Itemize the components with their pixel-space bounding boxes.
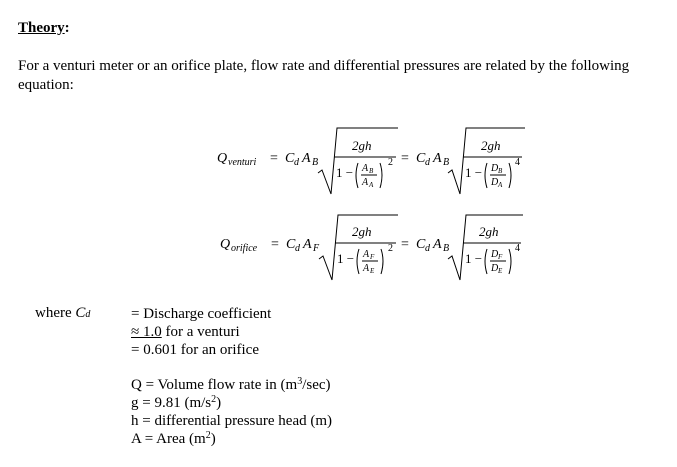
- var-a: [131, 430, 332, 448]
- cd-def-venturi: [131, 323, 271, 341]
- orifice-rparen-2: [509, 249, 511, 274]
- orifice-af: A: [303, 237, 312, 252]
- orifice-exp-2: 4: [515, 243, 520, 254]
- orifice-q: Q: [220, 237, 231, 252]
- variable-definitions: [131, 376, 332, 448]
- venturi-cd-1-sub: d: [294, 157, 299, 168]
- venturi-cd-1: C: [285, 151, 295, 166]
- venturi-equals-2: =: [401, 151, 409, 166]
- orifice-f1-den: A: [363, 263, 370, 274]
- var-q: [131, 376, 332, 394]
- venturi-lparen-2: [485, 163, 487, 188]
- orifice-f1-den-sub: E: [370, 267, 375, 275]
- venturi-f2-den: D: [491, 177, 499, 188]
- venturi-f2-den-sub: A: [498, 181, 503, 189]
- orifice-f2-num-sub: F: [498, 253, 503, 261]
- where-word: where: [35, 305, 72, 321]
- venturi-ab-1-sub: B: [312, 157, 319, 168]
- cd-def-orifice: = 0.601 for an orifice: [131, 342, 259, 358]
- venturi-q-subscript: venturi: [228, 157, 257, 168]
- orifice-f2-den: D: [491, 263, 499, 274]
- venturi-f2-num-sub: B: [498, 167, 503, 175]
- venturi-ab-1: A: [302, 151, 311, 166]
- venturi-rparen-1: [380, 163, 382, 188]
- orifice-cd-2-sub: d: [425, 243, 430, 254]
- venturi-equation: [217, 128, 525, 194]
- var-a-sup: 2: [205, 430, 211, 441]
- venturi-equals-1: =: [270, 151, 278, 166]
- where-label: [35, 305, 90, 322]
- orifice-q-subscript: orifice: [231, 243, 258, 254]
- venturi-cd-2: C: [416, 151, 426, 166]
- var-q-sup: 3: [297, 376, 303, 387]
- venturi-f1-den: A: [362, 177, 369, 188]
- venturi-rparen-2: [509, 163, 511, 188]
- venturi-one-minus-1: 1 −: [336, 165, 354, 180]
- orifice-equals-2: =: [401, 237, 409, 252]
- heading-colon: :: [64, 20, 70, 36]
- orifice-num-2: 2gh: [479, 224, 499, 239]
- heading-text: Theory: [18, 20, 65, 36]
- venturi-exp-2: 4: [515, 157, 520, 168]
- orifice-one-minus-2: 1 −: [465, 251, 483, 266]
- var-g-sup: 2: [211, 394, 217, 405]
- venturi-f1-den-sub: A: [369, 181, 374, 189]
- venturi-ab-2: A: [433, 151, 442, 166]
- orifice-ab-sub: B: [443, 243, 450, 254]
- venturi-num-2: 2gh: [481, 138, 501, 153]
- venturi-f1-num-sub: B: [369, 167, 374, 175]
- venturi-f2-num: D: [491, 163, 499, 174]
- orifice-equation: [220, 215, 523, 280]
- orifice-cd-1: C: [286, 237, 296, 252]
- orifice-cd-2: C: [416, 237, 426, 252]
- cd-def-venturi-text: for a venturi: [161, 324, 240, 340]
- orifice-f1-num-sub: F: [370, 253, 375, 261]
- venturi-ab-2-sub: B: [443, 157, 450, 168]
- var-g: [131, 394, 332, 412]
- venturi-exp-1: 2: [388, 157, 393, 168]
- var-q-tail: /sec): [302, 377, 331, 393]
- venturi-lparen-1: [356, 163, 358, 188]
- venturi-one-minus-2: 1 −: [465, 165, 483, 180]
- var-g-text: g = 9.81 (m/s: [131, 395, 212, 411]
- where-cd-subscript: d: [85, 309, 91, 320]
- var-a-text: A = Area (m: [131, 431, 206, 447]
- cd-def-venturi-approx: ≈ 1.0: [131, 324, 162, 340]
- venturi-num-1: 2gh: [352, 138, 372, 153]
- orifice-equals-1: =: [271, 237, 279, 252]
- orifice-af-sub: F: [313, 243, 320, 254]
- var-g-tail: ): [216, 395, 222, 411]
- venturi-cd-2-sub: d: [425, 157, 430, 168]
- venturi-f1-num: A: [362, 163, 369, 174]
- var-a-tail: ): [210, 431, 216, 447]
- venturi-q: Q: [217, 151, 228, 166]
- cd-def-discharge: = Discharge coefficient: [131, 306, 272, 322]
- var-q-text: Q = Volume flow rate in (m: [131, 377, 298, 393]
- orifice-lparen-2: [485, 249, 487, 274]
- orifice-f2-den-sub: E: [498, 267, 503, 275]
- where-cd-symbol: C: [75, 305, 86, 321]
- orifice-num-1: 2gh: [352, 224, 372, 239]
- orifice-f2-num: D: [491, 249, 499, 260]
- orifice-cd-1-sub: d: [295, 243, 300, 254]
- orifice-ab: A: [433, 237, 442, 252]
- orifice-f1-num: A: [363, 249, 370, 260]
- var-h: h = differential pressure head (m): [131, 413, 333, 429]
- cd-definitions: [131, 305, 271, 359]
- orifice-exp-1: 2: [388, 243, 393, 254]
- intro-paragraph: For a venturi meter or an orifice plate, flow rate and differential pressures are related by the following equation:: [18, 58, 630, 93]
- orifice-lparen-1: [357, 249, 359, 274]
- orifice-one-minus-1: 1 −: [337, 251, 355, 266]
- orifice-rparen-1: [381, 249, 383, 274]
